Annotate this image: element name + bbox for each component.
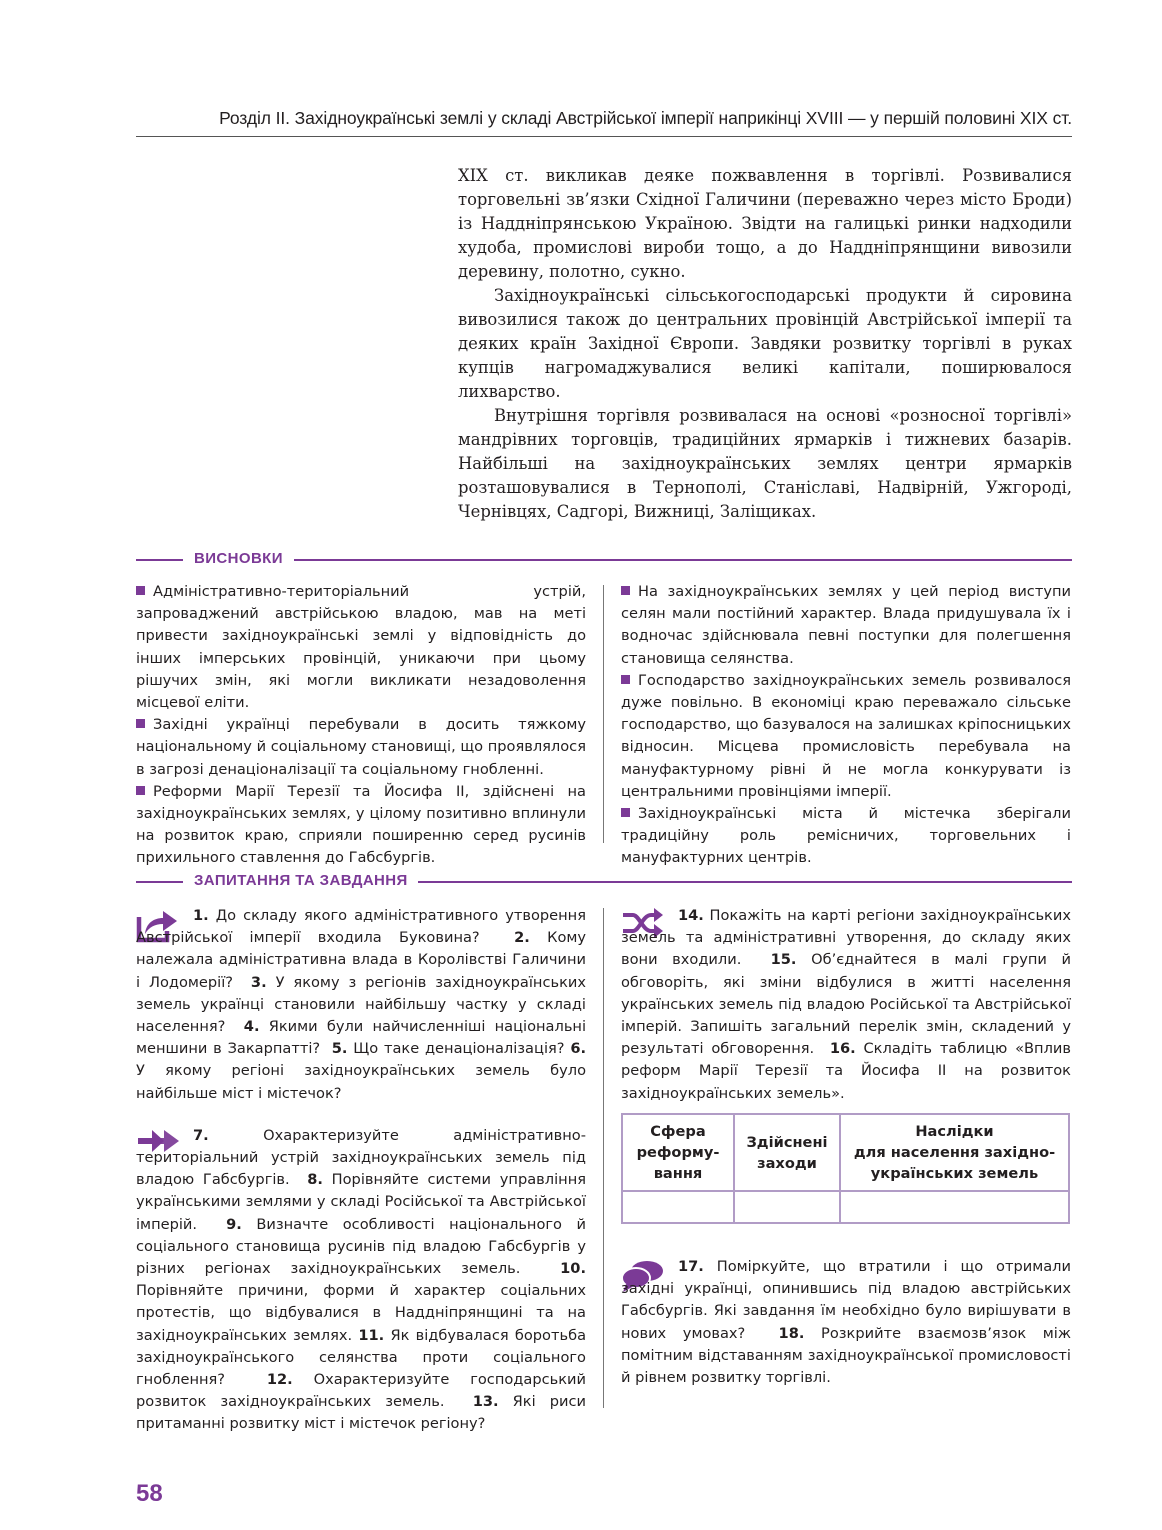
page-number: 58 — [136, 1480, 163, 1507]
conclusion-item: Західноукраїнські міста й містечка зберігали традиційну роль ремісничих, торговельних і мануфактурних центрів. — [621, 805, 1071, 867]
questions-right-column-lower — [621, 1256, 1071, 1389]
question-block-3: 14. Покажіть на карті регіони західноукраїнських земель та адміністративні утворення, до складу яких вони входили. 15. Об’єднайтеся в малі групи й обговоріть, які зміни відбулися в житті населення українських земель під владою Російської та Австрійської імперій. Запишіть загальний перелік змін, складений у результаті обговорення. 16. Складіть таблицю «Вплив реформ Марії Терезії та Йосифа II на розвиток західноукраїнських земель». — [621, 907, 1072, 1102]
conclusions-rule-left — [136, 559, 183, 561]
conclusions-right-column — [621, 581, 1071, 870]
main-paragraph-3: Внутрішня торгівля розвивалася на основі «розносної торгівлі» мандрівних торговців, традиційних ярмарків і тижневих базарів. Найбільші на західноукраїнських землях центри ярмарків розташовувалися в Тернополі, Станіславі, Надвірній, Ужгороді, Чернівцях, Садгорі, Вижниці, Заліщиках. — [458, 406, 1072, 521]
questions-rule-right — [418, 881, 1072, 883]
table-cell[interactable] — [840, 1191, 1069, 1223]
questions-title: ЗАПИТАННЯ ТА ЗАВДАННЯ — [194, 872, 408, 889]
question-block-4: 17. Поміркуйте, що втратили і що отримали західні українці, опинившись під владою австрійських Габсбургів. Які завдання їм необхідно було вирішувати в нових умовах? 18. Розкрийте взаємозв’язок між помітним відставанням західноукраїнської промисловості й рівнем розвитку торгівлі. — [621, 1258, 1072, 1387]
table-cell[interactable] — [622, 1191, 734, 1223]
question-block-2: 7. Охарактеризуйте адміністративно-територіальний устрій західноукраїнських земель під владою Габсбургів. 8. Порівняйте системи управління українськими землями у складі Російської та Австрійської імперій. 9. Визначте особливості національного й соціального становища русинів під владою Габсбургів у різних регіонах західноукраїнських земель. 10. Порівняйте причини, форми й характер соціальних протестів, що відбувалися в Наддніпрянщині та на західноукраїнських землях. 11. Як відбувалася боротьба західноукраїнського селянства проти соціального гноблення? 12. Охарактеризуйте господарський розвиток західноукраїнських земель. 13. Які риси притаманні розвитку міст і містечок регіону? — [136, 1126, 587, 1433]
conclusion-item: Реформи Марії Терезії та Йосифа II, здійснені на західноукраїнських землях, у цілому позитивно вплинули на розвиток краю, сприяли поширенню серед русинів прихильного ставлення до Габсбургів. — [136, 782, 586, 867]
questions-right-column — [621, 905, 1071, 1105]
conclusions-title: ВИСНОВКИ — [194, 550, 283, 567]
table-header-sphere: Сфера реформу- вання — [622, 1114, 734, 1191]
main-text — [458, 164, 1072, 524]
table-row — [622, 1191, 1069, 1223]
conclusions-left-column — [136, 581, 586, 870]
questions-header — [136, 871, 1072, 891]
conclusion-item: На західноукраїнських землях у цей період виступи селян мали постійний характер. Влада придушувала їх і водночас здійснювала певні поступки для полегшення становища селянства. — [621, 583, 1071, 667]
main-paragraph-2: Західноукраїнські сільськогосподарські продукти й сировина вивозилися також до центральних провінцій Австрійської імперії та деяких країн Західної Європи. Завдяки розвитку торгівлі в руках купців нагромаджувалися великі капітали, поширювалося лихварство. — [458, 286, 1072, 401]
conclusions-header — [136, 549, 1072, 569]
question-block-1: 1. До складу якого адміністративного утворення Австрійської імперії входила Буковина? 2. Кому належала адміністративна влада в Королівстві Галичини і Лодомерії? 3. У якому з регіонів західноукраїнських земель українці становили найбільшу частку у складі населення? 4. Якими були найчисленніші національні меншини в Закарпатті? 5. Що таке денаціоналізація? 6. У якому регіоні західноукраїнських земель було найбільше міст і містечок? — [136, 907, 587, 1102]
table-cell[interactable] — [734, 1191, 840, 1223]
questions-rule-left — [136, 881, 183, 883]
reforms-table — [621, 1113, 1070, 1224]
bullet-square-icon — [136, 586, 145, 595]
bullet-square-icon — [621, 675, 630, 684]
conclusion-item: Адміністративно-територіальний устрій, запроваджений австрійською владою, мав на меті привести західноукраїнські землі у відповідність до інших імперських провінцій, уникаючи при цьому рішучих змін, які могли викликати незадоволення місцевої еліти. — [136, 583, 586, 712]
main-paragraph-1: XIX ст. викликав деяке пожвавлення в торгівлі. Розвивалися торговельні зв’язки Східної Галичини (переважно через місто Броди) із Наддніпрянською Україною. Звідти на галицькі ринки надходили худоба, промислові вироби тощо, а до Наддніпрянщини вивозили деревину, полотно, сукно. — [458, 166, 1072, 281]
conclusions-divider — [603, 585, 604, 843]
table-header-consequences: Наслідки для населення західно- українських земель — [840, 1114, 1069, 1191]
bullet-square-icon — [621, 808, 630, 817]
conclusion-item: Господарство західноукраїнських земель розвивалося дуже повільно. В економіці краю переважало сільське господарство, що базувалося на залишках кріпосницьких відносин. Місцева промисловість перебувала на мануфактурному рівні й не могла конкурувати із центральними провінціями імперії. — [621, 671, 1071, 800]
questions-left-column — [136, 905, 586, 1436]
running-head: Розділ II. Західноукраїнські землі у складі Австрійської імперії наприкінці XVIII — у першій половині XIX ст. — [219, 108, 1072, 128]
bullet-square-icon — [136, 786, 145, 795]
bullet-square-icon — [136, 719, 145, 728]
header-rule — [136, 136, 1072, 137]
bullet-square-icon — [621, 586, 630, 595]
questions-divider — [603, 908, 604, 1408]
table-header-measures: Здійснені заходи — [734, 1114, 840, 1191]
table-header-row — [622, 1114, 1069, 1191]
conclusion-item: Західні українці перебували в досить тяжкому національному й соціальному становищі, що проявлялося в загрозі денаціоналізації та соціальному гнобленні. — [136, 716, 586, 778]
conclusions-rule-right — [294, 559, 1072, 561]
